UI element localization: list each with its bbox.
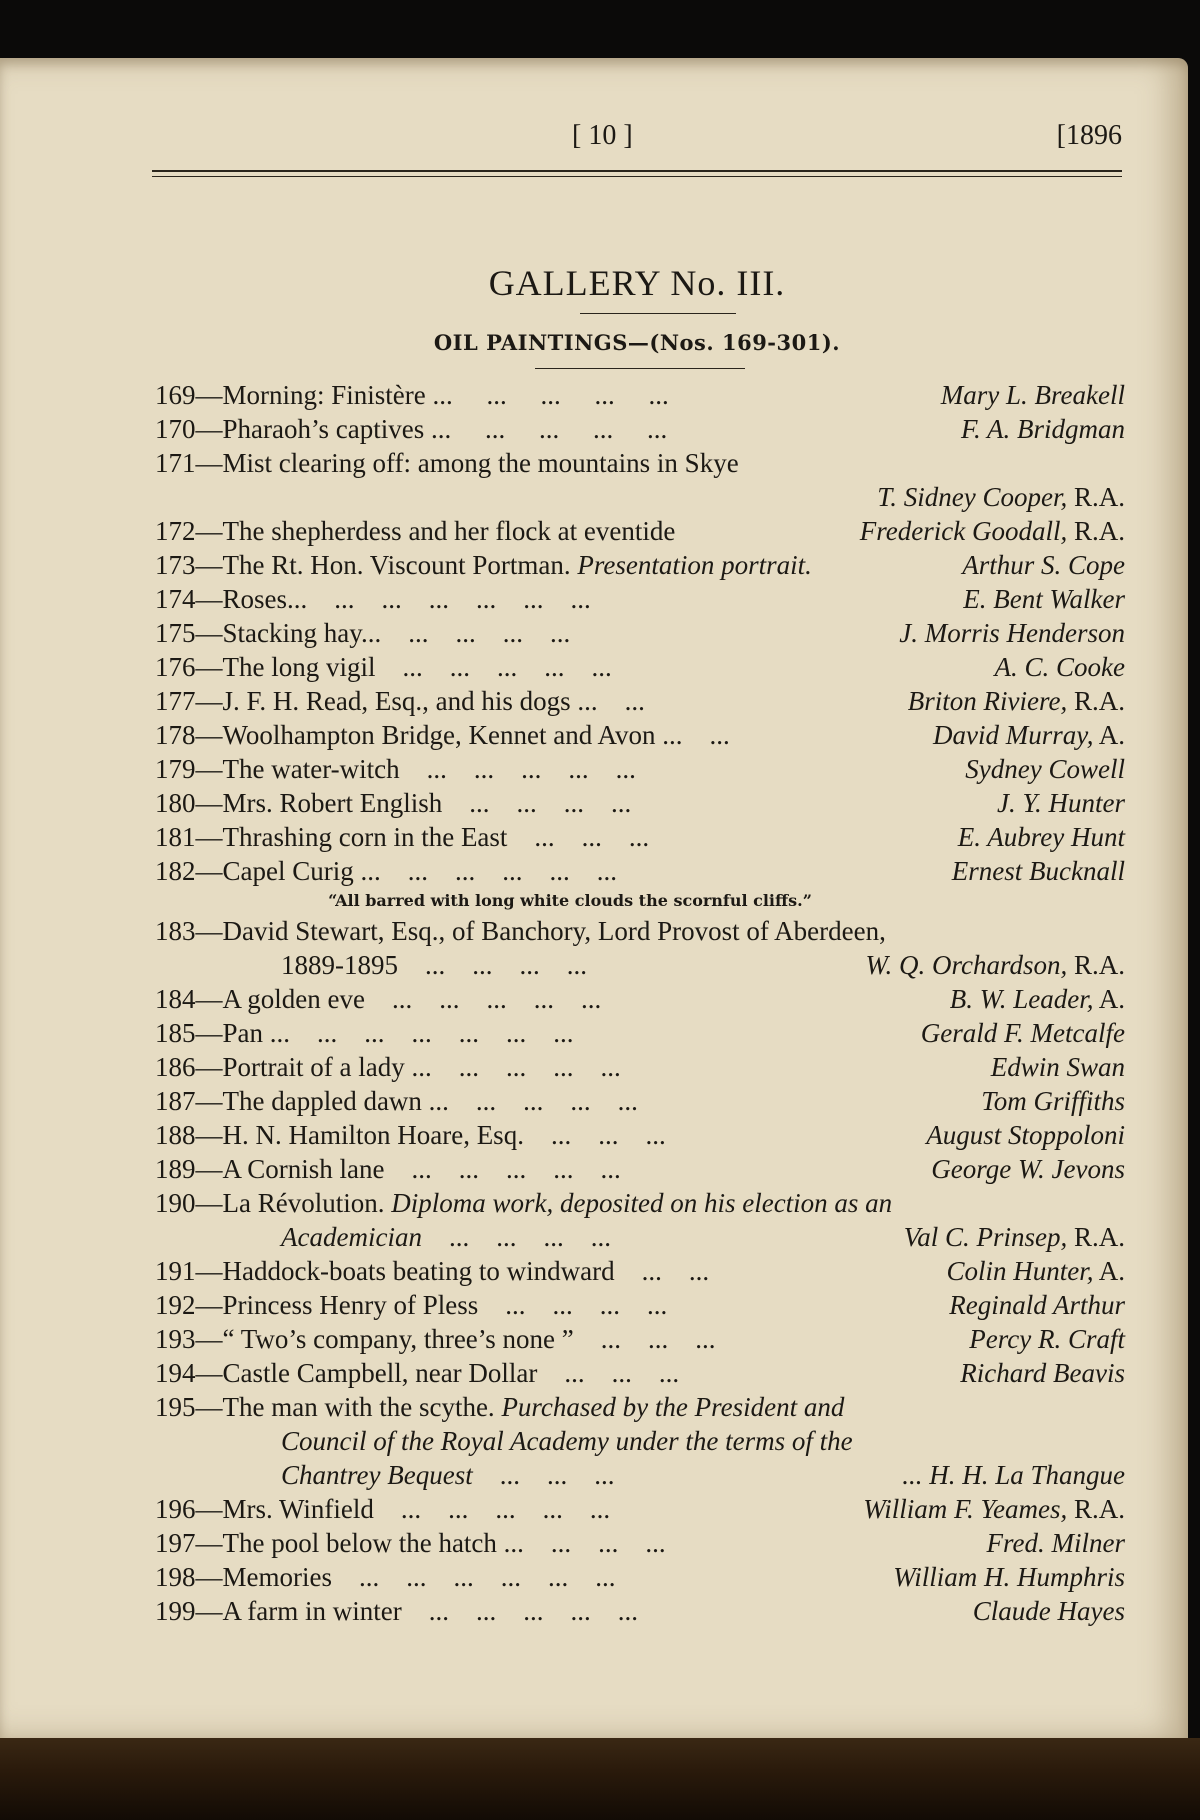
entry-title: 186—Portrait of a lady ... ... ... ... ... (155, 1052, 621, 1082)
entry-title: 180—Mrs. Robert English ... ... ... ... (155, 788, 632, 818)
list-item (155, 1288, 1125, 1322)
entry-note: Diploma work, deposited on his election as an (391, 1188, 893, 1218)
entry-title: 194—Castle Campbell, near Dollar ... ... ... (155, 1358, 680, 1388)
artist-suffix: A. (1093, 720, 1125, 750)
entry-title: 193—“ Two’s company, three’s none ” ... ... ... (155, 1324, 716, 1354)
entry-title: 187—The dappled dawn ... ... ... ... ... (155, 1086, 638, 1116)
entry-artist: Tom Griffiths (981, 1086, 1125, 1116)
leader-dots: ... ... ... (472, 1460, 615, 1490)
entry-note-continued: Council of the Royal Academy under the terms of the (281, 1426, 853, 1456)
artist-name: B. W. Leader, (949, 984, 1094, 1014)
list-item (155, 982, 1125, 1016)
section-title: OIL PAINTINGS—(Nos. 169-301). (433, 330, 841, 355)
artist-name: Colin Hunter, (946, 1256, 1094, 1286)
artist-suffix: R.A. (1067, 1494, 1125, 1524)
entry-artist: George W. Jevons (931, 1154, 1125, 1184)
entry-artist: Claude Hayes (972, 1596, 1125, 1626)
header-rule-thin (152, 176, 1122, 177)
list-item (155, 914, 1125, 948)
entry-artist (950, 982, 1125, 1016)
list-item (155, 446, 1125, 480)
entry-quote: “All barred with long white clouds the scornful cliffs.” (328, 891, 812, 910)
entry-artist: E. Aubrey Hunt (957, 822, 1125, 852)
entry-title: 172—The shepherdess and her flock at eventide (155, 516, 676, 546)
list-item (155, 1084, 1125, 1118)
list-item-continuation (155, 1220, 1125, 1254)
entry-artist: Ernest Bucknall (951, 856, 1125, 886)
entry-title: 185—Pan ... ... ... ... ... ... ... (155, 1018, 574, 1048)
entry-title: 189—A Cornish lane ... ... ... ... ... (155, 1154, 621, 1184)
leader-dots: ... ... ... ... (421, 1222, 611, 1252)
entry-title-continued (281, 1458, 614, 1492)
list-item (155, 1016, 1125, 1050)
entry-title: 199—A farm in winter ... ... ... ... ... (155, 1596, 638, 1626)
artist-name: T. Sidney Cooper, (877, 482, 1068, 512)
list-item (155, 854, 1125, 888)
entry-artist: Edwin Swan (990, 1052, 1125, 1082)
list-item (155, 650, 1125, 684)
entry-artist (904, 1220, 1125, 1254)
entry-title: 183—David Stewart, Esq., of Banchory, Lord Provost of Aberdeen, (155, 916, 886, 946)
artist-suffix: R.A. (1067, 950, 1125, 980)
list-item (155, 820, 1125, 854)
entry-title: 198—Memories ... ... ... ... ... ... (155, 1562, 616, 1592)
artist-suffix: A. (1093, 984, 1125, 1014)
list-item (155, 1186, 1125, 1220)
entry-artist (877, 480, 1125, 514)
entry-title-continued: 1889-1895 ... ... ... ... (281, 950, 587, 980)
entry-artist: A. C. Cooke (994, 652, 1125, 682)
list-item (155, 1356, 1125, 1390)
artist-suffix: R.A. (1067, 482, 1125, 512)
list-item (155, 1050, 1125, 1084)
entry-title: 175—Stacking hay... ... ... ... ... (155, 618, 571, 648)
entry-title: 171—Mist clearing off: among the mountains in Skye (155, 448, 739, 478)
entry-title: 170—Pharaoh’s captives ... ... ... ... ... (155, 414, 668, 444)
entry-title: 192—Princess Henry of Pless ... ... ... ... (155, 1290, 668, 1320)
entry-title (155, 548, 812, 582)
entry-title: 191—Haddock-boats beating to windward ... ... (155, 1256, 710, 1286)
entry-artist: F. A. Bridgman (960, 414, 1125, 444)
entry-artist: Gerald F. Metcalfe (920, 1018, 1125, 1048)
list-item (155, 1322, 1125, 1356)
artist-name: Val C. Prinsep, (903, 1222, 1068, 1252)
entry-artist: Percy R. Craft (969, 1324, 1125, 1354)
list-item-continuation (155, 1458, 1125, 1492)
list-item (155, 1152, 1125, 1186)
entry-artist (863, 1492, 1125, 1526)
list-item (155, 1254, 1125, 1288)
entry-artist: Fred. Milner (986, 1528, 1125, 1558)
artist-name: William F. Yeames, (863, 1494, 1068, 1524)
entry-title: 179—The water-witch ... ... ... ... ... (155, 754, 636, 784)
entry-title: 184—A golden eve ... ... ... ... ... (155, 984, 602, 1014)
entry-artist (946, 1254, 1125, 1288)
gallery-title: GALLERY No. III. (488, 263, 786, 303)
artist-name: David Murray, (933, 720, 1094, 750)
list-item (155, 616, 1125, 650)
entry-title: 182—Capel Curig ... ... ... ... ... ... (155, 856, 617, 886)
list-item (155, 412, 1125, 446)
list-item-continuation (155, 1424, 1125, 1458)
entry-title: 178—Woolhampton Bridge, Kennet and Avon ... ... (155, 720, 730, 750)
title-divider (580, 313, 736, 314)
catalogue-list (155, 378, 1125, 1628)
entry-artist (933, 718, 1125, 752)
entry-title-text: 190—La Révolution. (155, 1188, 385, 1218)
entry-note: Purchased by the President and (501, 1392, 845, 1422)
page-header (152, 120, 1122, 160)
list-item (155, 1118, 1125, 1152)
entry-title-text: 195—The man with the scythe. (155, 1392, 495, 1422)
entry-title: 197—The pool below the hatch ... ... ... ... (155, 1528, 666, 1558)
entry-note: Presentation portrait. (577, 550, 812, 580)
entry-title: 181—Thrashing corn in the East ... ... ... (155, 822, 650, 852)
header-rule-thick (152, 170, 1122, 172)
entry-artist: ... H. H. La Thangue (902, 1460, 1125, 1490)
list-item (155, 1526, 1125, 1560)
entry-artist: E. Bent Walker (963, 584, 1125, 614)
entry-title (155, 1390, 844, 1424)
artist-suffix: R.A. (1067, 1222, 1125, 1252)
list-item (155, 378, 1125, 412)
list-item (155, 1492, 1125, 1526)
entry-artist: Mary L. Breakell (940, 380, 1125, 410)
entry-artist: August Stoppoloni (926, 1120, 1125, 1150)
entry-artist: Sydney Cowell (965, 754, 1125, 784)
artist-suffix: R.A. (1067, 516, 1125, 546)
entry-artist: William H. Humphris (893, 1562, 1125, 1592)
entry-title-continued (281, 1220, 611, 1254)
artist-name: Briton Riviere, (907, 686, 1068, 716)
entry-title: 169—Morning: Finistère ... ... ... ... ... (155, 380, 669, 410)
list-item-continuation (155, 948, 1125, 982)
entry-artist (860, 514, 1125, 548)
artist-suffix: A. (1093, 1256, 1125, 1286)
entry-artist: Reginald Arthur (949, 1290, 1125, 1320)
entry-note-continued: Academician (281, 1222, 422, 1252)
list-item (155, 1390, 1125, 1424)
list-item-continuation (155, 480, 1125, 514)
list-item (155, 582, 1125, 616)
list-item (155, 786, 1125, 820)
entry-artist: J. Morris Henderson (899, 618, 1125, 648)
entry-title-text: 173—The Rt. Hon. Viscount Portman. (155, 550, 571, 580)
entry-artist: Arthur S. Cope (962, 550, 1125, 580)
entry-title: 196—Mrs. Winfield ... ... ... ... ... (155, 1494, 611, 1524)
page-number: [ 10 ] (572, 120, 633, 151)
entry-title: 177—J. F. H. Read, Esq., and his dogs ... ... (155, 686, 645, 716)
section-divider (535, 368, 745, 369)
list-item (155, 548, 1125, 582)
entry-title (155, 1186, 892, 1220)
entry-title: 176—The long vigil ... ... ... ... ... (155, 652, 612, 682)
list-item (155, 752, 1125, 786)
entry-title: 174—Roses... ... ... ... ... ... ... (155, 584, 591, 614)
entry-note-continued: Chantrey Bequest (281, 1460, 473, 1490)
list-item (155, 514, 1125, 548)
list-item (155, 1594, 1125, 1628)
artist-name: Frederick Goodall, (859, 516, 1068, 546)
entry-artist (865, 948, 1125, 982)
entry-title: 188—H. N. Hamilton Hoare, Esq. ... ... ... (155, 1120, 666, 1150)
entry-artist (908, 684, 1125, 718)
entry-artist: Richard Beavis (960, 1358, 1125, 1388)
list-item (155, 1560, 1125, 1594)
artist-suffix: R.A. (1067, 686, 1125, 716)
artist-name: W. Q. Orchardson, (865, 950, 1068, 980)
header-year: [1896 (1056, 120, 1122, 151)
list-item (155, 684, 1125, 718)
book-binding (0, 1738, 1200, 1820)
list-item (155, 718, 1125, 752)
entry-artist: J. Y. Hunter (996, 788, 1125, 818)
